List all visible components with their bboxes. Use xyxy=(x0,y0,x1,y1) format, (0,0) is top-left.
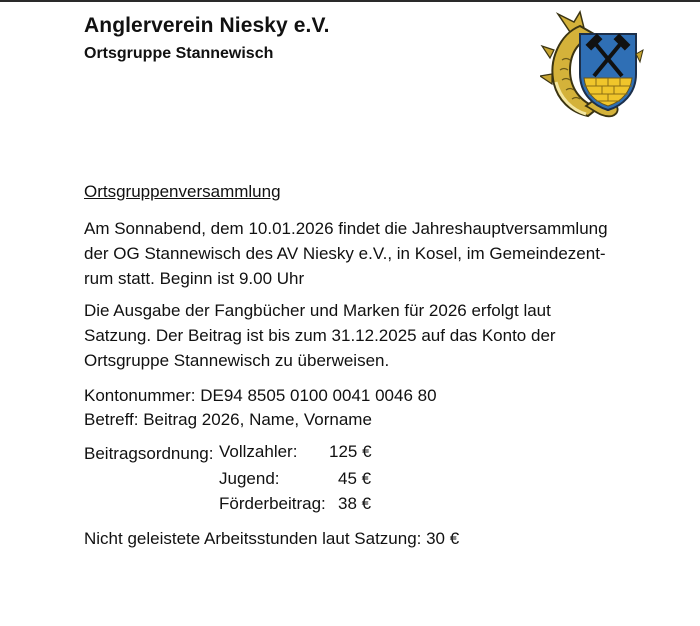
fee-payment-paragraph xyxy=(84,298,624,373)
meeting-heading: Ortsgruppenversammlung xyxy=(84,182,281,201)
account-number: Kontonummer: DE94 8505 0100 0041 0046 80 xyxy=(84,386,437,405)
club-name-title: Anglerverein Niesky e.V. xyxy=(84,14,330,37)
fee-category-full: Vollzahler: xyxy=(219,442,298,461)
fee-category-youth: Jugend: xyxy=(219,469,280,488)
fee-amount-supporter: 38 € xyxy=(338,494,372,513)
payment-reference: Betreff: Beitrag 2026, Name, Vorname xyxy=(84,410,372,429)
fee-schedule-label: Beitragsordnung: xyxy=(84,444,214,463)
fee-category-supporter: Förderbeitrag: xyxy=(219,494,326,513)
top-border-line xyxy=(0,0,700,2)
club-emblem-fish-shield-icon xyxy=(540,10,644,118)
fee-amount-youth: 45 € xyxy=(338,469,372,488)
paragraph-line: rum statt. Beginn ist 9.00 Uhr xyxy=(84,269,305,288)
meeting-announcement-paragraph xyxy=(84,216,624,291)
paragraph-line: der OG Stannewisch des AV Niesky e.V., in Kosel, im Gemeindezent- xyxy=(84,244,606,263)
paragraph-line: Satzung. Der Beitrag ist bis zum 31.12.2025 auf das Konto der xyxy=(84,326,556,345)
fee-amount-full: 125 € xyxy=(329,442,372,461)
local-group-subtitle: Ortsgruppe Stannewisch xyxy=(84,45,274,62)
bank-details xyxy=(84,384,437,432)
paragraph-line: Die Ausgabe der Fangbücher und Marken für 2026 erfolgt laut xyxy=(84,301,551,320)
work-hours-fee: Nicht geleistete Arbeitsstunden laut Satzung: 30 € xyxy=(84,529,460,548)
paragraph-line: Ortsgruppe Stannewisch zu überweisen. xyxy=(84,351,390,370)
paragraph-line: Am Sonnabend, dem 10.01.2026 findet die Jahreshauptversammlung xyxy=(84,219,608,238)
